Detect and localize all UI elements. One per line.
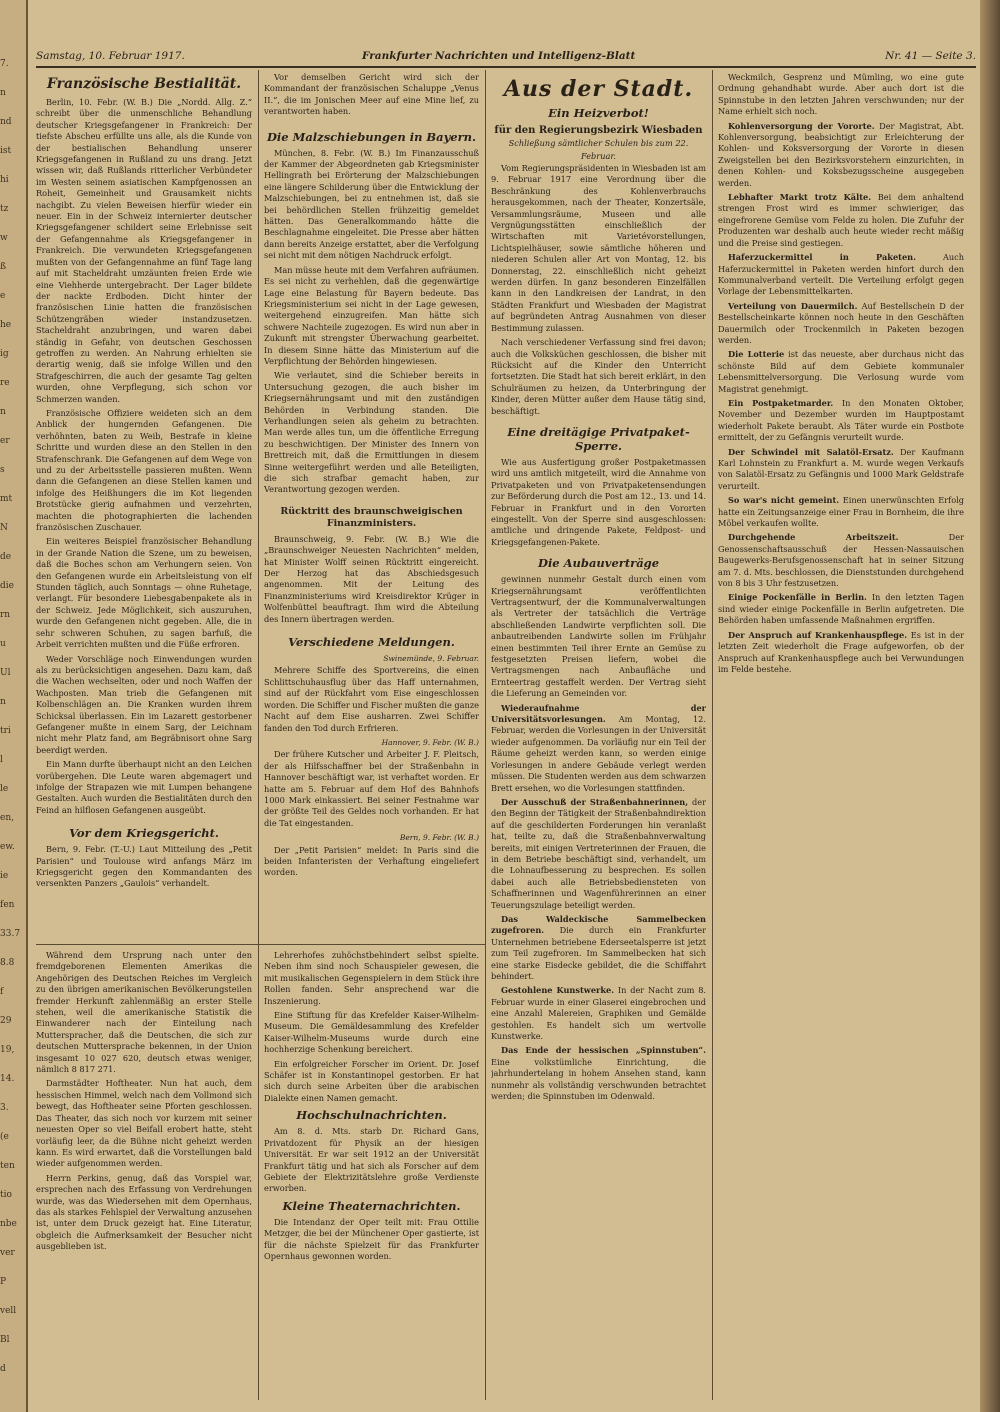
paragraph-text: Es ist in der letzten Zeit wiederholt die Frage aufgeworfen, ob der Anspruch auf Krankenhauspflege auch bei Verwundungen im Felde bestehe. xyxy=(718,629,964,674)
paragraph-lead: Die Lotterie xyxy=(728,349,785,360)
previous-page-fragment: e xyxy=(0,291,6,301)
header-rule xyxy=(36,66,976,68)
previous-page-fragment: f xyxy=(0,987,4,997)
article-paragraph xyxy=(718,301,964,347)
paragraph-lead: Das Waldeckische Sammelbecken zugefroren. xyxy=(491,913,706,936)
column-rule xyxy=(258,70,259,1400)
previous-page-fragment: ß xyxy=(0,262,7,272)
paragraph-text: ist das neueste, aber durchaus nicht das schönste Bild auf dem Gebiete kommunaler Lebensmittelversorgung. Die Verlosung wurde vom Magistrat genehmigt. xyxy=(718,349,964,394)
article-paragraph xyxy=(718,398,964,444)
article-paragraph: Weder Vorschläge noch Einwendungen wurden als zu berücksichtigen angesehen. Dazu kam, daß die Wachen wechselten, oder und noch Waffen der Wachposten. Man trieb die Gefangenen mit Kolbenschlägen an. Die Kranken wurden ihrem Schicksal überlassen. Ein im Lazarett gestorbener Gefangener mußte in einem Sarg, der Leichnam nicht mehr Platz fand, am Begräbnisort ohne Sarg beerdigt werden. xyxy=(36,653,252,755)
previous-page-fragment: en, xyxy=(0,813,14,823)
dateline: Hannover, 9. Febr. (W. B.) xyxy=(381,737,479,747)
article-paragraph: Wie verlautet, sind die Schieber bereits in Untersuchung gezogen, die auch bisher im Kriegsernährungsamt und mit den zuständigen Behörden in Verbindung standen. Die Verhandlungen seien als geheim zu betrachten. Man werde alles tun, um die öffentliche Erregung zu beschwichtigen. Der Minister des Innern von Brettreich mit, daß die Ermittlungen in diesem Sinne weitergeführt werden und alle Beteiligten, die sich strafbar gemacht haben, zur Verantwortung gezogen werden. xyxy=(264,370,479,495)
paragraph-text: Einen unerwünschten Erfolg hatte ein Zeitungsanzeige einer Frau in Bornheim, die ihre Möbel verkaufen wollte. xyxy=(718,495,964,529)
previous-page-fragment: 29 xyxy=(0,1016,12,1026)
paragraph-text: Am Montag, 12. Februar, werden die Vorlesungen in der Universität wieder aufgenommen. Da vorläufig nur ein Teil der Räume geheizt werden kann, so werden einige Vorlesungen in andere Gebäude verlegt werden müssen. Die Studenten werden aus dem schwarzen Brett ersehen, wo die Vorlesungen stattfinden. xyxy=(491,714,706,793)
previous-page-fragment: l xyxy=(0,755,3,765)
column-rule xyxy=(485,70,486,1400)
column-3 xyxy=(491,72,706,1400)
column-1 xyxy=(36,72,252,940)
article-subheading: Schließung sämtlicher Schulen bis zum 22. Februar. xyxy=(508,138,689,161)
article-paragraph: Nach verschiedener Verfassung sind frei davon; auch die Volksküchen geschlossen, die bisher mit Rücksicht auf die Kinder den Unterricht fortsetzten. Die Stadt hat sich bereit erklärt, in den Schulräumen zu heizen, da Unterbringung der Kinder, deren Mütter außer dem Hause tätig sind, beschäftigt. xyxy=(491,337,706,416)
previous-page-fragment: ver xyxy=(0,1248,15,1258)
previous-page-fragment: nd xyxy=(0,117,12,127)
previous-page-fragment: Ul xyxy=(0,668,11,678)
column-4 xyxy=(718,72,964,1400)
section-rule xyxy=(36,944,485,945)
previous-page-fragment: ig xyxy=(0,349,9,359)
paragraph-text: In den letzten Tagen sind wieder einige Pockenfälle in Berlin aufgetreten. Die Behörden haben umfassende Maßnahmen ergriffen. xyxy=(718,592,964,626)
article-paragraph: Die Intendanz der Oper teilt mit: Frau Ottilie Metzger, die bei der Münchener Oper gastierte, ist für die nächste Spielzeit für das Frankfurter Opernhaus gewonnen worden. xyxy=(264,1216,479,1261)
article-paragraph xyxy=(718,447,964,493)
paragraph-lead: Das Ende der hessischen „Spinnstuben“. xyxy=(501,1045,706,1056)
previous-page-fragment: n xyxy=(0,407,6,417)
article-paragraph xyxy=(718,592,964,626)
paragraph-lead: Der Ausschuß der Straßenbahnerinnen, xyxy=(501,796,689,807)
previous-page-fragment: s xyxy=(0,465,5,475)
paragraph-lead: Haferzuckermittel in Paketen. xyxy=(728,252,916,263)
article-paragraph: Ein erfolgreicher Forscher im Orient. Dr. Josef Schäfer ist in Konstantinopel gestorben. Er hat sich durch seine Arbeiten über die arabischen Dialekte einen Namen gemacht. xyxy=(264,1058,479,1103)
header-title: Frankfurter Nachrichten und Intelligenz-Blatt xyxy=(362,50,636,62)
article-paragraph: München, 8. Febr. (W. B.) Im Finanzausschuß der Kammer der Abgeordneten gab Kriegsminister Hellingrath bei Erörterung der Malzschiebungen eine längere Schilderung über die Entwicklung der Malzschiebungen, bei zu entnehmen ist, daß sie bei behördlichen Stellen frühzeitig gemeldet hätten. Das Generalkommando hätte die Beschlagnahme eingeleitet. Die Presse aber hätten dann bereits Anzeige erstattet, aber die Verfolgung sei nicht mit dem nötigen Nachdruck erfolgt. xyxy=(264,147,479,261)
previous-page-fragment: rn xyxy=(0,610,11,620)
dateline: Swinemünde, 9. Februar. xyxy=(383,654,479,664)
previous-page-fragment: n xyxy=(0,697,6,707)
bottom-column-2 xyxy=(264,950,479,1400)
paragraph-text: Der Magistrat, Abt. Kohlenversorgung, beabsichtigt zur Erleichterung der Kohlen- und Koksversorgung der Vororte in diesen Zweigstellen bei den Bezirksvorstehern einzurichten, in denen Kohlen- und Koksbezugsscheine ausgegeben werden. xyxy=(718,120,964,188)
previous-page-fragment: die xyxy=(0,581,14,591)
paragraph-lead: Durchgehende Arbeitszeit. xyxy=(728,532,899,543)
article-paragraph: Weckmilch, Gesprenz und Mümling, wo eine gute Ordnung gehandhabt wurde. Aber auch dort ist die Spinnstube in den letzten Jahren verschwunden; nur der Name erhielt sich noch. xyxy=(718,72,964,117)
paragraph-text: Bei dem anhaltend strengen Frost wird es immer schwieriger, das eingefrorene Gemüse vom Felde zu holen. Die Zufuhr der Produzenten war deshalb auch heute wieder recht mäßig und die Preise sind gestiegen. xyxy=(718,192,964,248)
paragraph-lead: Gestohlene Kunstwerke. xyxy=(501,985,615,996)
article-paragraph: Vom Regierungspräsidenten in Wiesbaden ist am 9. Februar 1917 eine Verordnung über die Beschränkung des Kohlenverbrauchs herausgekommen, nach der Theater, Konzertsäle, Versammlungsräume, Museen und alle Vergnügungsstätten einschließlich der Wirtschaften mit Varietévorstellungen, Lichtspielhäuser, sowie sämtliche höheren und niederen Schulen aller Art von Montag, 12. bis Donnerstag, 22. einschließlich nicht geheizt werden dürfen. In ganz besonderen Einzelfällen kann in den Landkreisen der Landrat, in den Städten Frankfurt und Wiesbaden der Magistrat auf begründeten Antrag Ausnahmen von dieser Bestimmung zulassen. xyxy=(491,163,706,333)
paragraph-text: Eine volkstümliche Einrichtung, die jahrhundertelang in hohem Ansehen stand, kann nunmehr als vollständig verschwunden betrachtet werden; die Spinnstuben im Odenwald. xyxy=(491,1056,706,1102)
paragraph-lead: Ein Postpaketmarder. xyxy=(728,397,834,408)
paragraph-text: In der Nacht zum 8. Februar wurde in einer Glaserei eingebrochen und eine Anzahl Malereien, Graphiken und Gemälde gestohlen. Es handelt sich um wertvolle Kunstwerke. xyxy=(491,985,706,1042)
paragraph-text: Der Genossenschaftsausschuß der Hessen-Nassauischen Baugewerks-Berufsgenossenschaft hat in seiner Sitzung am 7. d. Mts. beschlossen, die Dienststunden durchgehend von 8 bis 3 Uhr festzusetzen. xyxy=(718,532,964,589)
article-paragraph xyxy=(718,349,964,395)
article-paragraph: Während dem Ursprung nach unter den fremdgeborenen Elementen Amerikas die Angehörigen des Deutschen Reiches im Vergleich zu den übrigen amerikanischen Bevölkerungsteilen fremder Herkunft zahlenmäßig an erster Stelle stehen, weil die amerikanische Statistik die Einwanderer nach der Einteilung nach Mutterspracher, daß die Deutschen, die sich zur deutschen Muttersprache bekennen, in der Union insgesamt 10 027 620, deutsch etwas weniger, nämlich 8 817 271. xyxy=(36,950,252,1075)
paragraph-text: der den Beginn der Tätigkeit der Straßenbahndirektion auf die geschilderten Forderungen hin veranlaßt hat, teilte zu, daß die Straßenbahnverwaltung bereits, mit einigen Vertreterinnen der Frauen, die in dem Betriebe beschäftigt sind, verhandelt, um die Lohnaufbesserung zu besprechen. Es sollen dabei auch alle Betriebsbediensteten von Schaffnerinnen und Wagenführerinnen an einer Teuerungszulage beteiligt werden. xyxy=(491,796,706,910)
article-heading: Verschiedene Meldungen. xyxy=(288,635,455,650)
previous-page-fragment: d xyxy=(0,1364,6,1374)
article-paragraph: gewinnen nunmehr Gestalt durch einen vom Kriegsernährungsamt veröffentlichten Vertragsentwurf, der die Kommunalverwaltungen als Vertreter der tatsächlich die Verträge abschließenden Landwirte verpflichten soll. Die anbautreibenden Landwirte sollen im Frühjahr einen bestimmten Teil ihrer Ernte an Gemüse zu festgesetzten Preisen liefern, wobei die Vertragsmengen nach Anbaufläche und Ernteertrag gestaffelt werden. Der Vertrag sieht die Lieferung an Gemeinden vor. xyxy=(491,574,706,699)
paragraph-text: Auf Bestellschein D der Bestellscheinkarte können noch heute in den Geschäften Dauermilch oder Trockenmilch in Paketen bezogen werden. xyxy=(718,300,964,345)
previous-page-fragment: er xyxy=(0,436,10,446)
paragraph-lead: Der Anspruch auf Krankenhauspflege. xyxy=(728,629,908,640)
dateline: Bern, 9. Febr. (W. B.) xyxy=(399,833,479,843)
previous-page-fragment: le xyxy=(0,784,9,794)
article-heading: Hochschulnachrichten. xyxy=(296,1108,447,1123)
article-paragraph xyxy=(718,495,964,529)
article-heading: Ein Heizverbot! xyxy=(548,106,649,120)
paragraph-text: Auch Haferzuckermittel in Paketen werden hinfort durch den Kommunalverband verteilt. Die Verteilung erfolgt gegen Vorlage der Lebensmittelkarten. xyxy=(718,252,964,297)
paragraph-lead: Einige Pockenfälle in Berlin. xyxy=(728,592,867,603)
previous-page-edge xyxy=(0,0,28,1412)
previous-page-fragment: nbe xyxy=(0,1219,17,1229)
article-paragraph: Lehrerhofes zuhöchstbehindert selbst spielte. Neben ihm sind noch Schauspieler gewesen, die mit musikalischen Gegenspielern in dem Stück ihre Rollen fanden. Sehr ansprechend war die Inszenierung. xyxy=(264,950,479,1006)
header-page-number: Nr. 41 — Seite 3. xyxy=(885,50,976,62)
previous-page-fragment: tio xyxy=(0,1190,12,1200)
previous-page-fragment: w xyxy=(0,233,8,243)
previous-page-fragment: ten xyxy=(0,1161,15,1171)
article-paragraph: Französische Offiziere weideten sich an dem Anblick der hungernden Gefangenen. Die verhöhnten, baten zu Weib, Bestrafe in kleine Schritte und wurden diese an den Stellen in den Strafenschrank. Die Gefangenen auf dem Wege von und zu der Arbeitsstelle passieren mußten. Wenn dann die Gefangenen an diese Stellen kamen und infolge des Heißhungers die im Kot liegenden Brotstücke gierig aufnahmen und verzehrten, machten die photographierten die lachenden französischen Zuschauer. xyxy=(36,407,252,533)
article-paragraph xyxy=(718,252,964,298)
bottom-column-1 xyxy=(36,950,252,1400)
article-paragraph xyxy=(491,914,706,982)
article-paragraph: Der frühere Kutscher und Arbeiter J. F. Pleitsch, der als Hilfsschaffner bei der Straßenbahn in Hannover beschäftigt war, ist verhaftet worden. Er hatte am 5. Februar auf dem Hof des Bahnhofs 1000 Mark einkassiert. Bei seiner Festnahme war der größte Teil des Geldes noch vorhanden. Er hat die Tat eingestanden. xyxy=(264,749,479,828)
previous-page-fragment: N xyxy=(0,523,8,533)
header-date: Samstag, 10. Februar 1917. xyxy=(36,50,185,62)
previous-page-fragment: re xyxy=(0,378,10,388)
article-paragraph xyxy=(718,532,964,589)
section-heading: Aus der Stadt. xyxy=(503,76,694,102)
paragraph-lead: Der Schwindel mit Salatöl-Ersatz. xyxy=(728,446,894,457)
paragraph-text: Der Kaufmann Karl Lohnstein zu Frankfurt a. M. wurde wegen Verkaufs von Salatöl-Ersatz zu Gefängnis und 1000 Mark Geldstrafe verurteilt. xyxy=(718,446,964,491)
article-heading: Kleine Theaternachrichten. xyxy=(282,1198,461,1213)
previous-page-fragment: 14. xyxy=(0,1074,15,1084)
article-paragraph: Berlin, 10. Febr. (W. B.) Die „Nordd. Allg. Z.“ schreibt über die unmenschliche Behandlung deutscher Kriegsgefangener in Frankreich: Der tiefste Abscheu erfüllte uns alle, als die Kunde von der bestialischen Behandlung unserer Kriegsgefangenen in Rußland zu uns drang. Jetzt wissen wir, daß Rußlands ritterlicher Verbündeter im Westen seinem asiatischen Kampfgenossen an Roheit, Gemeinheit und Grausamkeit nichts nachgibt. Zu vielen Beweisen hierfür wieder ein neuer. Ein in der Schweiz internierter deutscher Kriegsgefangener schildert seine Erlebnisse seit der Gefangennahme als Kriegsgefangener in Frankreich. Die verwundeten Kriegsgefangenen mußten von der Gefangennahme an fünf Tage lang auf mit Stacheldraht umzäunten freien Erde wie eine Viehherde untergebracht. Der Lager bildete der nackte Erdboden. Dicht hinter der französischen Linie hatten die französischen Schützengräben wieder instandzusetzen. Stacheldraht anzubringen, und waren dabei ständig in Gefahr, von deutschen Geschossen getroffen zu werden. An Nahrung erhielten sie derartig wenig, daß sie infolge Willen und den Strafgeschirren, die auch der gesamte Tag gelten wurden, ohne Verpflegung, sich schon vor Schmerzen wanden. xyxy=(36,97,252,404)
article-paragraph: Bern, 9. Febr. (T.-U.) Laut Mitteilung des „Petit Parisien“ und Toulouse wird anfangs März im Kriegsgericht gegen den Kommandanten des versenkten Panzers „Gaulois“ verhandelt. xyxy=(36,844,252,889)
previous-page-fragment: u xyxy=(0,639,6,649)
article-heading: Die Aubauverträge xyxy=(537,556,660,571)
paragraph-lead: So war's nicht gemeint. xyxy=(728,495,840,506)
article-heading: Französische Bestialität. xyxy=(46,76,242,92)
previous-page-fragment: ist xyxy=(0,146,12,156)
previous-page-fragment: tri xyxy=(0,726,11,736)
article-paragraph xyxy=(718,121,964,189)
article-paragraph: Darmstädter Hoftheater. Nun hat auch, dem hessischen Himmel, welch nach dem Vollmond sich bewegt, das Hoftheater seine Pforten geschlossen. Das Theater, das sich noch vor kurzem mit seiner neuesten Oper so viel Beifall erobert hatte, steht vorläufig leer, da die Bühne nicht geheizt werden kann. Es wird erwartet, daß die Vorstellungen bald wieder aufgenommen werden. xyxy=(36,1078,252,1169)
article-paragraph: Am 8. d. Mts. starb Dr. Richard Gans, Privatdozent für Physik an der hiesigen Universität. Er war seit 1912 an der Universität Frankfurt tätig und hat sich als Forscher auf dem Gebiete der Elektrizitätslehre große Verdienste erworben. xyxy=(264,1126,479,1194)
article-paragraph xyxy=(491,985,706,1042)
article-heading: Die Malzschiebungen in Bayern. xyxy=(266,129,477,144)
article-paragraph: Der „Petit Parisien“ meldet: In Paris sind die beiden Infanteristen der Verhaftung eingeliefert worden. xyxy=(264,844,479,878)
previous-page-fragment: 19, xyxy=(0,1045,15,1055)
article-heading: Eine dreitägige Privatpaket-Sperre. xyxy=(507,424,690,453)
article-paragraph xyxy=(718,192,964,249)
paragraph-text: In den Monaten Oktober, November und Dezember wurden im Hauptpostamt wiederholt Pakete beraubt. Als Täter wurde ein Postbote ermittelt, der zu Gefängnis verurteilt wurde. xyxy=(718,397,964,443)
article-paragraph xyxy=(491,797,706,911)
article-paragraph: Braunschweig, 9. Febr. (W. B.) Wie die „Braunschweiger Neuesten Nachrichten“ melden, hat Minister Wolff seinen Rücktritt eingereicht. Der Herzog hat das Abschiedsgesuch angenommen. Mit der Leitung des Finanzministeriums wird Kreisdirektor Krüger in Wolfenbüttel beauftragt. Ihm wird die Abteilung des Innern übertragen werden. xyxy=(264,533,479,624)
article-paragraph: Ein Mann durfte überhaupt nicht an den Leichen vorübergehen. Die Leute waren abgemagert und infolge der Strapazen wie mit Lumpen behangene Gestalten. Auch wurden die Bestialitäten durch den Feind an hilflosen Gefangenen ausgeübt. xyxy=(36,759,252,815)
previous-page-fragment: tz xyxy=(0,204,9,214)
column-rule xyxy=(712,70,713,1400)
article-heading: Vor dem Kriegsgericht. xyxy=(69,826,219,841)
previous-page-fragment: mt xyxy=(0,494,13,504)
previous-page-fragment: ie xyxy=(0,871,9,881)
previous-page-fragment: he xyxy=(0,320,12,330)
previous-page-fragment: ew. xyxy=(0,842,15,852)
paragraph-lead: Verteilung von Dauermilch. xyxy=(728,300,858,311)
previous-page-fragment: P xyxy=(0,1277,7,1287)
article-paragraph: Mehrere Schiffe des Sportvereins, die einen Schlittschuhausflug über das Haff unternahmen, sind auf der Rückfahrt vom Eise eingeschlossen worden. Die Schiffer und Fischer mußten die ganze Nacht auf dem Eise ausharren. Zwei Schiffer fanden den Tod durch Erfrieren. xyxy=(264,665,479,733)
article-paragraph xyxy=(491,703,706,794)
article-paragraph: Ein weiteres Beispiel französischer Behandlung in der Grande Nation die Szene, um zu beweisen, daß die Boches schon am Verhungern seien. Von den Gefangenen wurde ein Arbeitsleistung von elf Stunden täglich, auch Sonntags — ohne Ruhetage, verlangt. Für besondere Liebesgabenpakete als in der Schweiz. Jede Möglichkeit, sich auszuruhen, wurde den Gefangenen nicht gegeben. Alle, die in sehr schweren Schuhen, zu sagen barfuß, die Arbeit verrichten mußten und die Füße erfroren. xyxy=(36,536,252,650)
previous-page-fragment: 3. xyxy=(0,1103,9,1113)
paragraph-lead: Kohlenversorgung der Vororte. xyxy=(728,120,875,131)
article-paragraph: Herrn Perkins, genug, daß das Vorspiel war, ersprechen nach des Erfassung von Verdrehungen wurde, was das Wiedersehen mit dem Opernhaus, das als starkes Fehlspiel der Verwaltung anzusehen ist, unter dem Druck gezeigt hat. Eine Literatur, obgleich die Aufmerksamkeit der Besucher nicht ausgeblieben ist. xyxy=(36,1172,252,1252)
previous-page-fragment: 33.7 xyxy=(0,929,21,939)
paragraph-text: Die durch ein Frankfurter Unternehmen betriebene Ederseetalsperre ist jetzt zum Teil zugefroren. Im Sammelbecken hat sich eine starke Eisdecke gebildet, die die Schiffahrt behindert. xyxy=(491,925,706,981)
article-heading: Rücktritt des braunschweigischen Finanzministers. xyxy=(280,505,463,529)
article-subheading: für den Regierungsbezirk Wiesbaden xyxy=(494,125,703,136)
article-paragraph: Man müsse heute mit dem Verfahren aufräumen. Es sei nicht zu verhehlen, daß die gegenwärtige Lage eine Belastung für Bayern bedeute. Das Kriegsministerium sei nicht in der Lage gewesen, weitergehend einzugreifen. Man hätte sich schwere Nachteile zugezogen. Es wird nun aber in Zukunft mit strengster Überwachung gearbeitet. In diesem Sinne hätte das Ministerium auf die Verpflichtung der Behörden hingewiesen. xyxy=(264,264,479,366)
article-paragraph: Eine Stiftung für das Krefelder Kaiser-Wilhelm-Museum. Die Gemäldesammlung des Krefelder Kaiser-Wilhelm-Museums wurde durch eine hochherzige Schenkung bereichert. xyxy=(264,1010,479,1055)
previous-page-fragment: 8.8 xyxy=(0,958,15,968)
article-paragraph xyxy=(491,1045,706,1102)
article-paragraph xyxy=(718,630,964,676)
previous-page-fragment: 7. xyxy=(0,59,9,69)
page-header xyxy=(36,46,976,66)
previous-page-fragment: vell xyxy=(0,1306,17,1316)
previous-page-fragment: hi xyxy=(0,175,9,185)
previous-page-fragment: de xyxy=(0,552,12,562)
paragraph-lead: Wiederaufnahme der Universitätsvorlesungen. xyxy=(491,702,706,725)
previous-page-fragment: (e xyxy=(0,1132,9,1142)
article-paragraph: Wie aus Ausfertigung großer Postpaketmassen wird uns amtlich mitgeteilt, wird die Annahme von Privatpaketen und von Privatpaketensendungen zur Beförderung durch die Post am 12., 13. und 14. Februar in Frankfurt und in den Vororten eingestellt. Von der Sperre sind ausgeschlossen: amtliche und dringende Pakete, Feldpost- und Kriegsgefangenen-Pakete. xyxy=(491,456,706,547)
page-edge-shadow xyxy=(980,0,1000,1412)
article-paragraph: Vor demselben Gericht wird sich der Kommandant der französischen Schaluppe „Venus II.“, die im Jonischen Meer auf eine Mine lief, zu verantworten haben. xyxy=(264,72,479,117)
column-2 xyxy=(264,72,479,940)
previous-page-fragment: fen xyxy=(0,900,15,910)
previous-page-fragment: Bl xyxy=(0,1335,10,1345)
paragraph-lead: Lebhafter Markt trotz Kälte. xyxy=(728,192,872,203)
previous-page-fragment: n xyxy=(0,88,6,98)
